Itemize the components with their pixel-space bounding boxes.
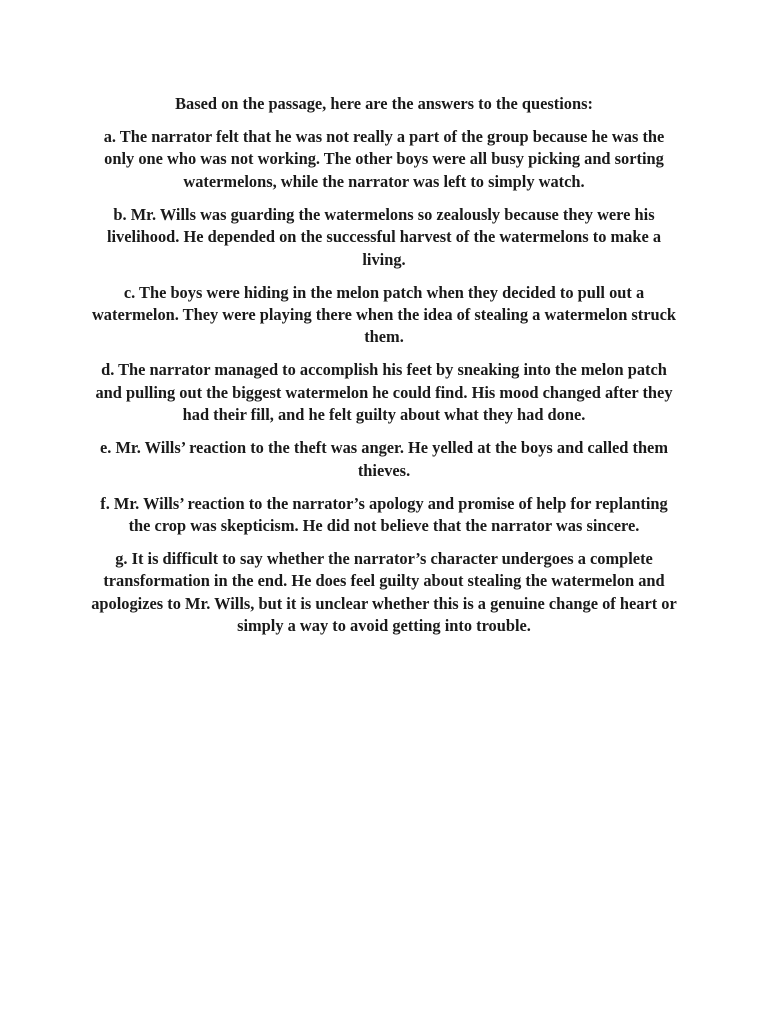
answer-a: a. The narrator felt that he was not really a part of the group because he was the only one who was not working. The other boys were all busy picking and sorting watermelons, while the narrator was left to simply watch. — [103, 127, 665, 191]
answer-d: d. The narrator managed to accomplish his feet by sneaking into the melon patch and pulling out the biggest watermelon he could find. His mood changed after they had their fill, and he felt guilty about what they had done. — [95, 360, 673, 425]
answer-g: g. It is difficult to say whether the narrator’s character undergoes a complete transformation in the end. He does feel guilty about stealing the watermelon and apologizes to Mr. Wills, but it is unclear whether this is a genuine change of heart or simply a way to avoid getting into trouble. — [91, 549, 677, 636]
answer-f: f. Mr. Wills’ reaction to the narrator’s apology and promise of help for replanting the crop was skepticism. He did not believe that the narrator was sincere. — [100, 493, 668, 536]
answer-b: b. Mr. Wills was guarding the watermelons so zealously because they were his livelihood. He depended on the successful harvest of the watermelons to make a living. — [106, 204, 662, 269]
answer-text-block — [90, 93, 678, 648]
answer-c: c. The boys were hiding in the melon patch when they decided to pull out a watermelon. They were playing there when the idea of stealing a watermelon struck them. — [91, 282, 677, 347]
intro-line: Based on the passage, here are the answers to the questions: — [175, 94, 593, 113]
answer-e: e. Mr. Wills’ reaction to the theft was anger. He yelled at the boys and called them thieves. — [99, 438, 668, 480]
